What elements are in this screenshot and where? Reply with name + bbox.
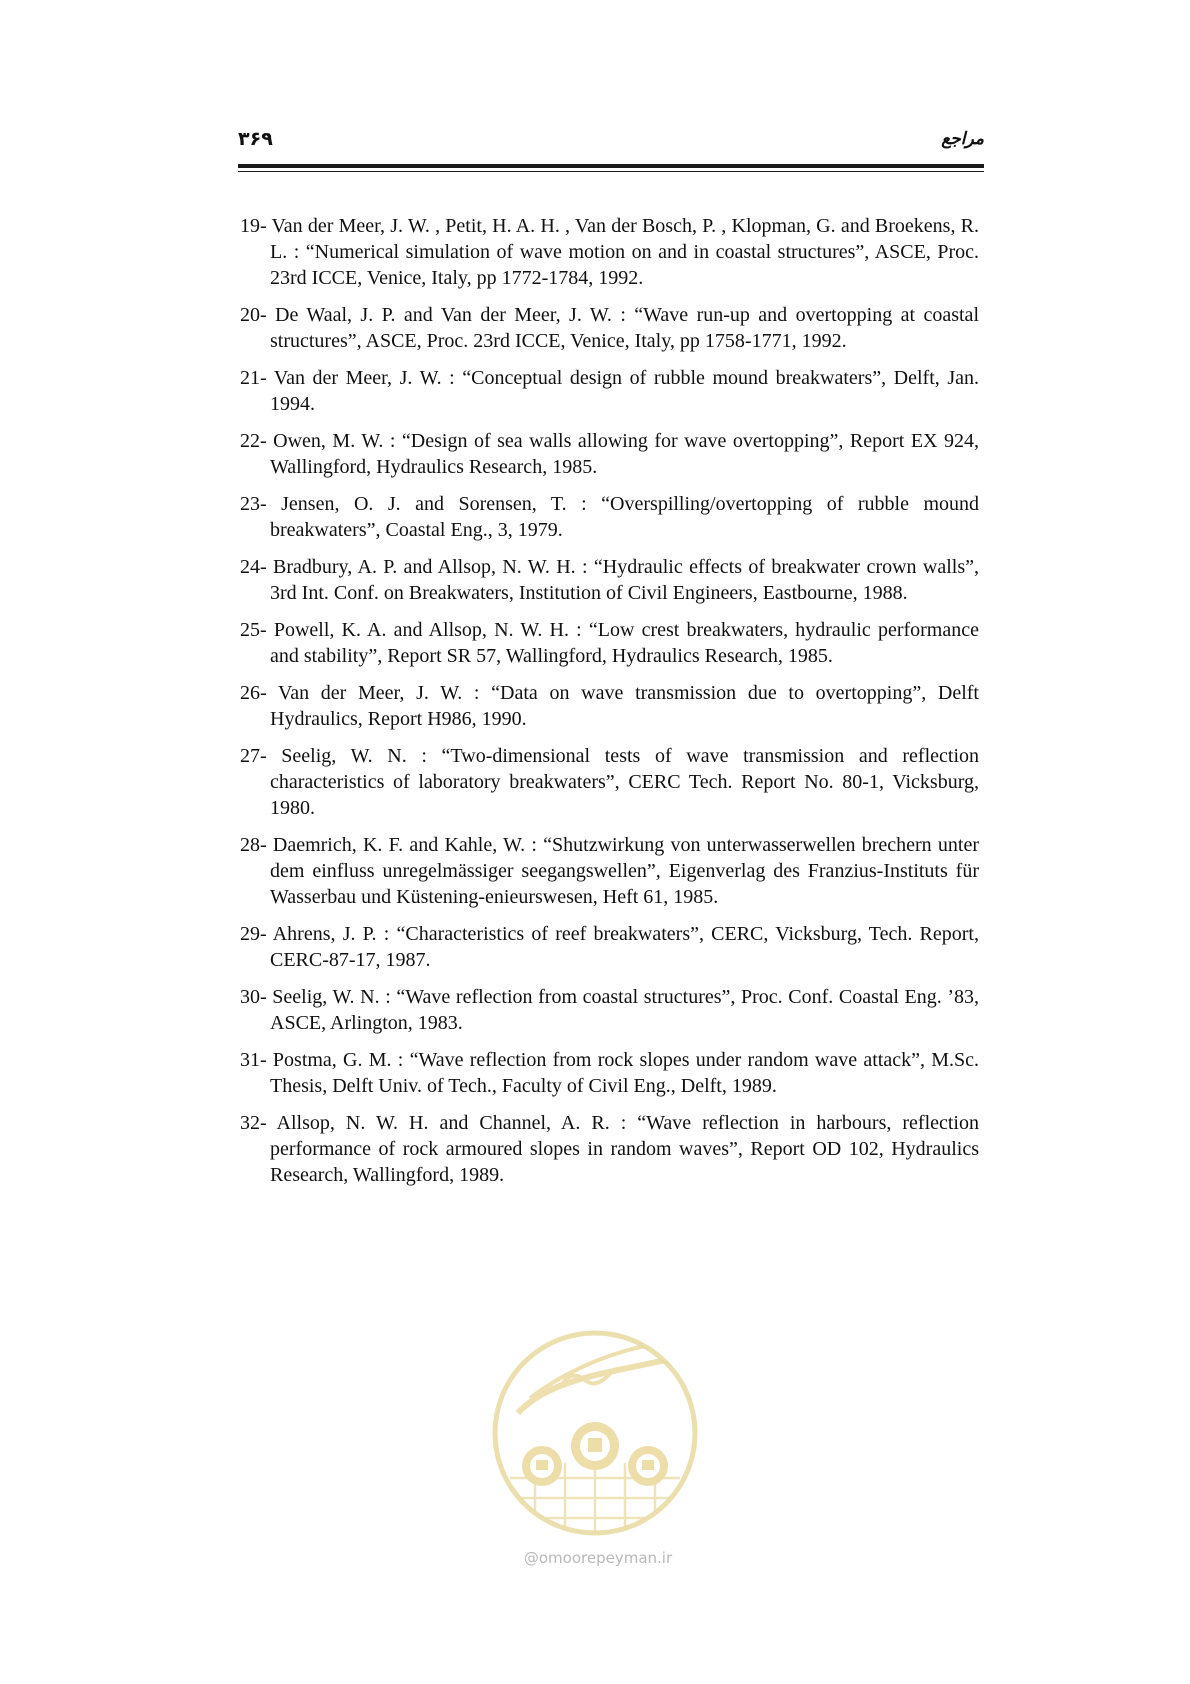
reference-item: 30- Seelig, W. N. : “Wave reflection from coastal structures”, Proc. Conf. Coastal Eng. ’83, ASCE, Arlington, 1983.: [240, 986, 979, 1034]
reference-item: 22- Owen, M. W. : “Design of sea walls allowing for wave overtopping”, Report EX 924, Wallingford, Hydraulics Research, 1985.: [240, 430, 979, 478]
running-title: مراجع: [941, 129, 984, 149]
reference-item: 32- Allsop, N. W. H. and Channel, A. R. : “Wave reflection in harbours, reflection performance of rock armoured slopes in random waves”, Report OD 102, Hydraulics Research, Wallingford, 1989.: [240, 1112, 979, 1186]
page-number: ۳۶۹: [238, 128, 273, 150]
reference-item: 24- Bradbury, A. P. and Allsop, N. W. H. : “Hydraulic effects of breakwater crown walls”, 3rd Int. Conf. on Breakwaters, Institution of Civil Engineers, Eastbourne, 1988.: [240, 556, 979, 604]
reference-item: 19- Van der Meer, J. W. , Petit, H. A. H. , Van der Bosch, P. , Klopman, G. and Broekens, R. L. : “Numerical simulation of wave motion on and in coastal structures”, ASCE, Proc. 23rd ICCE, Venice, Italy, pp 1772-1784, 1992.: [240, 215, 979, 289]
reference-item: 21- Van der Meer, J. W. : “Conceptual design of rubble mound breakwaters”, Delft, Jan. 1994.: [240, 367, 979, 415]
reference-item: 28- Daemrich, K. F. and Kahle, W. : “Shutzwirkung von unterwasserwellen brechern unter dem einfluss unregelmässiger seegangswellen”, Eigenverlag des Franzius-Instituts für Wasserbau und Küstening-enieurswesen, Heft 61, 1985.: [240, 834, 979, 908]
reference-item: 25- Powell, K. A. and Allsop, N. W. H. : “Low crest breakwaters, hydraulic performance and stability”, Report SR 57, Wallingford, Hydraulics Research, 1985.: [240, 619, 979, 667]
header-rule-thin: [238, 171, 984, 172]
reference-item: 23- Jensen, O. J. and Sorensen, T. : “Overspilling/overtopping of rubble mound breakwaters”, Coastal Eng., 3, 1979.: [240, 493, 979, 541]
reference-item: 31- Postma, G. M. : “Wave reflection from rock slopes under random wave attack”, M.Sc. Thesis, Delft Univ. of Tech., Faculty of Civil Eng., Delft, 1989.: [240, 1049, 979, 1097]
watermark-logo: [490, 1318, 700, 1548]
header-rule-thick: [238, 164, 984, 168]
watermark-caption: @omoorepeyman.ir: [523, 1549, 673, 1567]
page-header: [238, 126, 984, 152]
reference-item: 26- Van der Meer, J. W. : “Data on wave transmission due to overtopping”, Delft Hydraulics, Report H986, 1990.: [240, 682, 979, 730]
reference-item: 29- Ahrens, J. P. : “Characteristics of reef breakwaters”, CERC, Vicksburg, Tech. Report, CERC-87-17, 1987.: [240, 923, 979, 971]
reference-list: [240, 213, 979, 1199]
omoorepeyman-logo-icon: [490, 1318, 700, 1548]
reference-item: 20- De Waal, J. P. and Van der Meer, J. W. : “Wave run-up and overtopping at coastal structures”, ASCE, Proc. 23rd ICCE, Venice, Italy, pp 1758-1771, 1992.: [240, 304, 979, 352]
reference-item: 27- Seelig, W. N. : “Two-dimensional tests of wave transmission and reflection characteristics of laboratory breakwaters”, CERC Tech. Report No. 80-1, Vicksburg, 1980.: [240, 745, 979, 819]
